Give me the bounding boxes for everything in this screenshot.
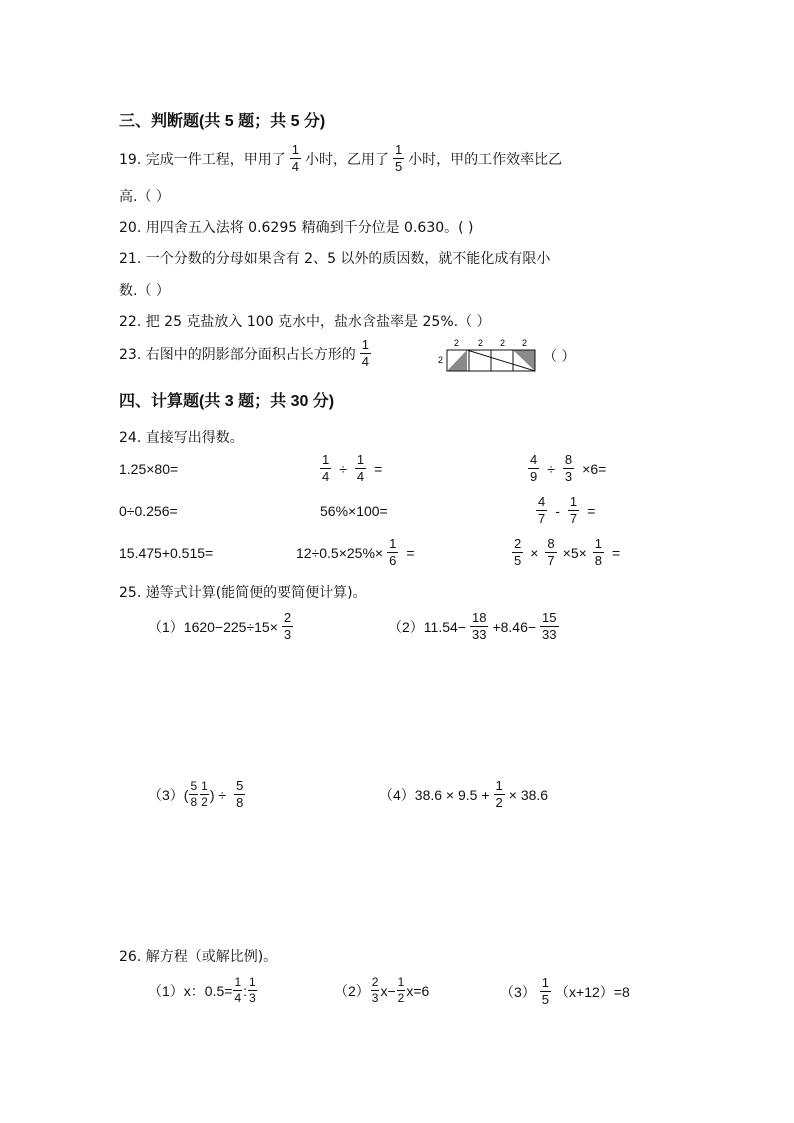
q24-r3c1: 15.475+0.515= (119, 545, 214, 561)
question-25-title: 25. 递等式计算(能简便的要简便计算)。 (119, 585, 367, 601)
q24-r3c2: 12÷0.5×25%× $\frac{1}{6}$ = (296, 536, 415, 568)
q26-part2: （2） $\frac{2}{3}$ x− $\frac{1}{2}$ x=6 (334, 975, 430, 1005)
fig-top-label-4: 2 (522, 338, 528, 348)
q19-fraction-1: $\frac{1}{4}$ (291, 142, 299, 174)
q23-rectangle-figure (436, 337, 540, 373)
q19-line2: 高.（ ） (119, 189, 170, 205)
q26-part3: （3） $\frac{1}{5}$ （x+12）=8 (500, 975, 630, 1007)
question-21-line1: 21. 一个分数的分母如果含有 2、5 以外的质因数，就不能化成有限小 (119, 251, 551, 267)
q24-r2c3: $\frac{4}{7}$ - $\frac{1}{7}$ = (538, 494, 596, 526)
question-19 (119, 143, 562, 174)
fraction: $\frac{1}{4}$ (322, 452, 330, 484)
fraction: $\frac{4}{9}$ (530, 452, 538, 484)
q24-r2c1: 0÷0.256= (119, 503, 178, 519)
question-21-line2: 数.（ ） (119, 283, 170, 299)
q19-text-b: 小时，乙用了 (304, 151, 389, 168)
fraction: $\frac{1}{2}$ (495, 778, 503, 810)
question-26-title: 26. 解方程（或解比例)。 (119, 949, 278, 965)
q23-paren: （ ） (543, 349, 576, 365)
fraction: $\frac{1}{2}$ (201, 779, 208, 809)
fraction: $\frac{8}{7}$ (547, 536, 555, 568)
section3-heading: 三、判断题(共 5 题；共 5 分) (119, 113, 326, 130)
q25-part4: （4）38.6 × 9.5 + $\frac{1}{2}$ × 38.6 (379, 778, 549, 810)
question-20: 20. 用四舍五入法将 0.6295 精确到千分位是 0.630。( ) (119, 220, 474, 236)
q24-r2c2: 56%×100= (320, 503, 388, 519)
fraction: $\frac{5}{8}$ (190, 779, 198, 809)
fig-top-label-2: 2 (478, 338, 484, 348)
q24-r1c2: $\frac{1}{4}$ ÷ $\frac{1}{4}$ = (322, 452, 383, 484)
q24-r3c3: $\frac{2}{5}$ × $\frac{8}{7}$ ×5× $\frac{1}{8}$ = (514, 536, 621, 568)
question-24-title: 24. 直接写出得数。 (119, 430, 244, 446)
q25-part1: （1）1620−225÷15× $\frac{2}{3}$ (148, 610, 292, 642)
fraction: $\frac{1}{5}$ (541, 975, 550, 1007)
fraction: $\frac{15}{33}$ (542, 610, 557, 642)
fraction: $\frac{4}{7}$ (538, 494, 546, 526)
section4-heading: 四、计算题(共 3 题；共 30 分) (119, 393, 335, 410)
q19-fraction-2: $\frac{1}{5}$ (394, 142, 403, 174)
q24-r1c3: $\frac{4}{9}$ ÷ $\frac{8}{3}$ ×6= (530, 452, 607, 484)
fig-top-label-1: 2 (454, 338, 460, 348)
q25-part2: （2）11.54− $\frac{18}{33}$ +8.46− $\frac{15}{33}$ (388, 610, 557, 642)
q24-r1c1: 1.25×80= (119, 461, 179, 477)
q26-part1: （1）x：0.5= $\frac{1}{4}$ : $\frac{1}{3}$ (148, 975, 256, 1005)
fraction: $\frac{8}{3}$ (564, 452, 573, 484)
fraction: $\frac{2}{3}$ (371, 975, 379, 1005)
question-23 (119, 338, 375, 369)
fraction: $\frac{1}{3}$ (249, 975, 256, 1005)
fig-side-label: 2 (438, 355, 444, 365)
fig-top-label-3: 2 (500, 338, 506, 348)
q25-part3: （3）( $\frac{5}{8}$ $\frac{1}{2}$ ) ÷ $\frac{5}{8}$ (148, 778, 244, 810)
fraction: $\frac{2}{3}$ (283, 610, 292, 642)
fraction: $\frac{1}{8}$ (594, 536, 603, 568)
fraction: $\frac{1}{4}$ (356, 452, 365, 484)
q23-fraction: $\frac{1}{4}$ (361, 337, 369, 369)
q19-text-c: 小时，甲的工作效率比乙 (408, 151, 563, 168)
fraction: $\frac{1}{6}$ (389, 536, 397, 568)
fraction: $\frac{5}{8}$ (236, 778, 244, 810)
fig-shaded-triangle-left (447, 350, 467, 371)
fraction: $\frac{2}{5}$ (514, 536, 522, 568)
fraction: $\frac{1}{2}$ (397, 975, 405, 1005)
fraction: $\frac{1}{4}$ (234, 975, 242, 1005)
fraction: $\frac{18}{33}$ (471, 610, 487, 642)
question-22: 22. 把 25 克盐放入 100 克水中，盐水含盐率是 25%.（ ） (119, 314, 491, 330)
fraction: $\frac{1}{7}$ (569, 494, 578, 526)
q19-text-a: 19. 完成一件工程，甲用了 (119, 151, 286, 168)
q23-text: 23. 右图中的阴影部分面积占长方形的 (119, 346, 356, 363)
